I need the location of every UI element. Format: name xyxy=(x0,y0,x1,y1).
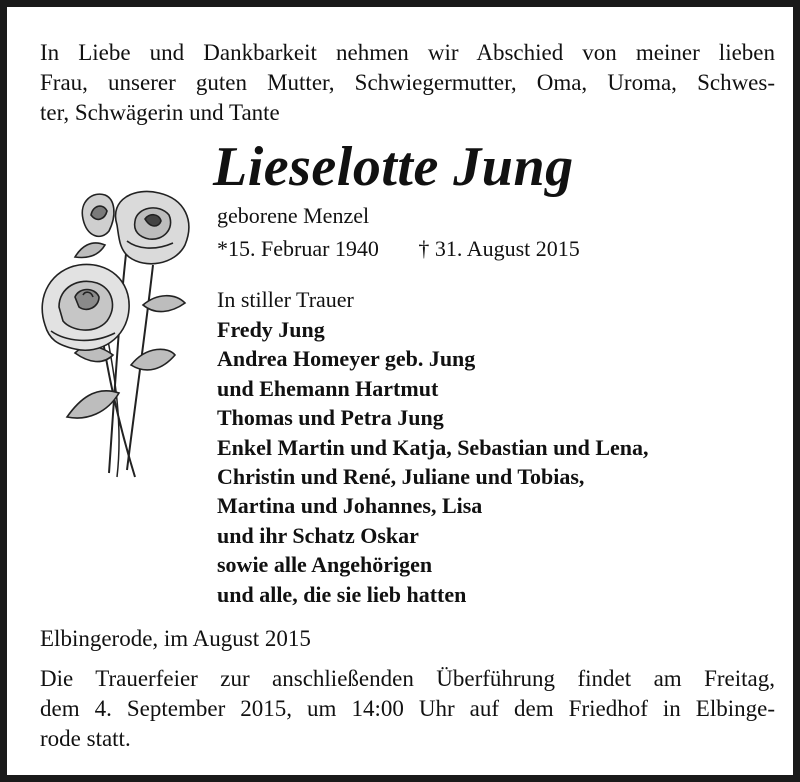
mourner-line: Enkel Martin und Katja, Sebastian und Lena, xyxy=(217,434,649,460)
intro-line: ter, Schwägerin und Tante xyxy=(40,100,280,125)
intro-line: In Liebe und Dankbarkeit nehmen wir Abschied von meiner lieben xyxy=(40,40,775,65)
life-dates xyxy=(217,236,580,262)
place-date: Elbingerode, im August 2015 xyxy=(40,626,311,651)
mourner-line: Christin und René, Juliane und Tobias, xyxy=(217,464,585,490)
birth-date: *15. Februar 1940 xyxy=(217,236,379,261)
funeral-line: dem 4. September 2015, um 14:00 Uhr auf dem Friedhof in Elbinge- xyxy=(40,696,775,721)
intro-text xyxy=(40,38,775,128)
mourner-line: sowie alle Angehörigen xyxy=(217,552,433,578)
mourner-line: und Ehemann Hartmut xyxy=(217,375,439,401)
mourning-heading: In stiller Trauer xyxy=(217,287,354,312)
mourner-line: und alle, die sie lieb hatten xyxy=(217,581,467,607)
mourner-line: und ihr Schatz Oskar xyxy=(217,522,419,548)
mourner-line: Martina und Johannes, Lisa xyxy=(217,493,483,519)
mourners-list xyxy=(217,315,649,609)
funeral-notice xyxy=(40,664,775,754)
mourner-line: Fredy Jung xyxy=(217,317,325,342)
roses-illustration xyxy=(35,185,200,485)
death-date: † 31. August 2015 xyxy=(418,236,580,261)
mourner-line: Andrea Homeyer geb. Jung xyxy=(217,346,476,372)
mourner-line: Thomas und Petra Jung xyxy=(217,405,444,431)
funeral-line: Die Trauerfeier zur anschließenden Überführung findet am Freitag, xyxy=(40,666,775,691)
intro-line: Frau, unserer guten Mutter, Schwiegermutter, Oma, Uroma, Schwes- xyxy=(40,70,775,95)
maiden-name: geborene Menzel xyxy=(217,203,370,228)
funeral-line: rode statt. xyxy=(40,726,131,751)
deceased-name: Lieselotte Jung xyxy=(213,136,574,198)
